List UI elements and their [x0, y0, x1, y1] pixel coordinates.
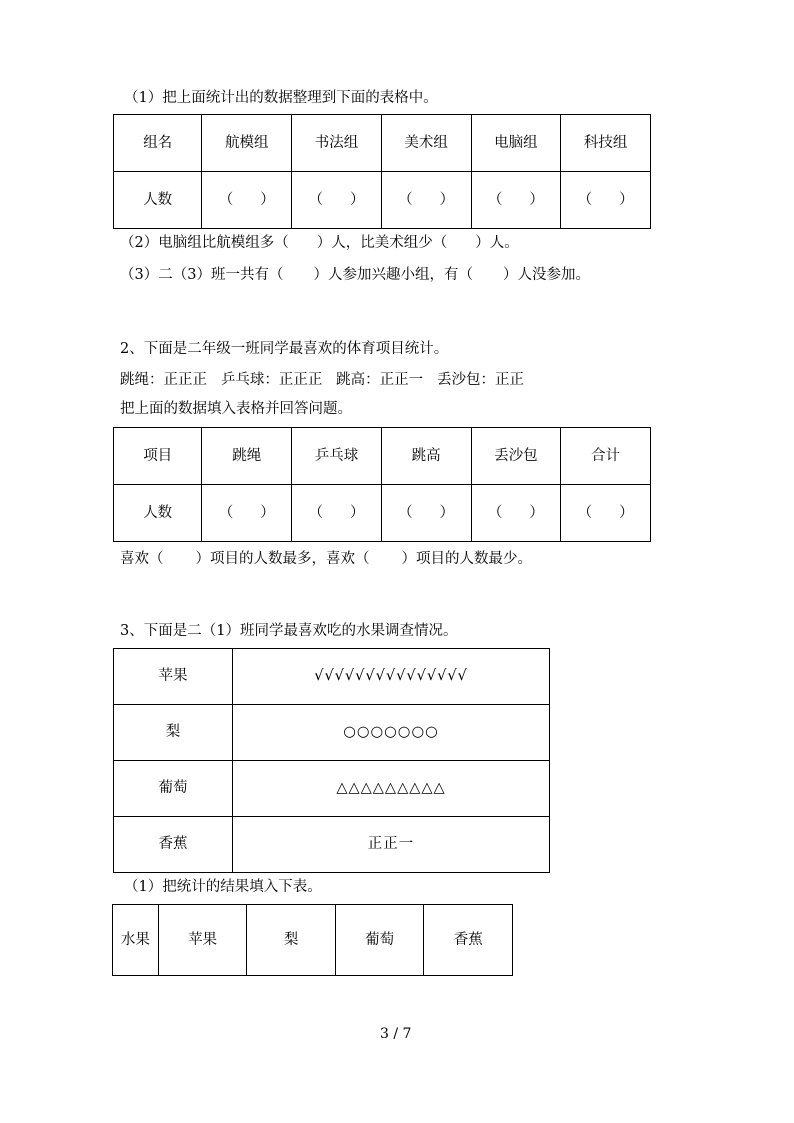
q1-count-blank[interactable]	[381, 172, 471, 229]
q1-sub3-part-b: ）人参加兴趣小组，有（	[313, 267, 473, 283]
q3-title: 3、下面是二（1）班同学最喜欢吃的水果调查情况。	[120, 623, 458, 639]
q3-result-fruit: 香蕉	[424, 905, 513, 976]
q1-table-group-name: 电脑组	[471, 115, 561, 172]
q2-question-part-c: ）项目的人数最少。	[401, 551, 532, 567]
q3-result-fruit: 梨	[247, 905, 336, 976]
q2-table-item-name: 跳绳	[202, 428, 292, 485]
q1-sub3-part-c: ）人没参加。	[502, 267, 590, 283]
q1-table-group-name: 航模组	[202, 115, 292, 172]
q1-sub2-part-c: ）人。	[475, 235, 519, 251]
q1-count-blank[interactable]	[561, 172, 651, 229]
q1-sub2-text	[120, 236, 519, 251]
paren-open: （	[308, 191, 323, 208]
paren-open: （	[487, 504, 503, 521]
q2-table-item-name: 丢沙包	[471, 428, 561, 485]
q1-group-table	[113, 114, 651, 229]
paren-open: （	[398, 191, 413, 208]
q2-table-header-count: 人数	[114, 485, 202, 542]
q3-tally-marks: √√√√√√√√√√√√√√√	[233, 649, 550, 705]
q1-sub2-part-a: （2）电脑组比航模组多（	[120, 235, 289, 251]
page-number: 3 / 7	[380, 1026, 412, 1042]
q3-sub1-text: （1）把统计的结果填入下表。	[124, 879, 322, 895]
q3-result-header: 水果	[113, 905, 159, 976]
q3-fruit-name: 梨	[114, 705, 233, 761]
q2-count-blank[interactable]	[202, 485, 292, 542]
q3-fruit-name: 葡萄	[114, 761, 233, 817]
q2-question	[120, 552, 532, 567]
paren-close: ）	[349, 504, 365, 521]
paren-open: （	[398, 504, 413, 521]
q2-count-blank[interactable]	[381, 485, 471, 542]
q1-table-group-name: 书法组	[292, 115, 382, 172]
q1-table-header-group: 组名	[114, 115, 202, 172]
q2-question-part-b: ）项目的人数最多，喜欢（	[195, 551, 370, 567]
q1-sub3-part-a: （3）二（3）班一共有（	[120, 267, 284, 283]
q1-sub2-part-b: ）人，比美术组少（	[316, 235, 448, 251]
q1-count-blank[interactable]	[292, 172, 382, 229]
paren-close: ）	[619, 191, 634, 208]
q2-table-item-name: 合计	[561, 428, 651, 485]
paren-open: （	[218, 191, 234, 208]
q2-question-part-a: 喜欢（	[120, 551, 164, 567]
q1-count-blank[interactable]	[471, 172, 561, 229]
q3-tally-marks: ○○○○○○○	[233, 705, 550, 761]
paren-close: ）	[260, 504, 275, 521]
q2-table-item-name: 跳高	[381, 428, 471, 485]
q2-instruction: 把上面的数据填入表格并回答问题。	[120, 401, 352, 417]
q1-table-header-count: 人数	[114, 172, 202, 229]
q2-tally-line: 跳绳：正正正 乒乓球：正正正 跳高：正正一 丢沙包：正正	[120, 372, 524, 388]
q2-table-item-name: 乒乓球	[292, 428, 382, 485]
paren-close: ）	[439, 191, 455, 208]
paren-close: ）	[529, 504, 544, 521]
q1-sub3-text	[120, 268, 590, 283]
q3-tally-marks: △△△△△△△△△	[233, 761, 550, 817]
q2-count-blank[interactable]	[292, 485, 382, 542]
paren-close: ）	[439, 504, 455, 521]
paren-open: （	[487, 191, 503, 208]
q2-title: 2、下面是二年级一班同学最喜欢的体育项目统计。	[120, 341, 449, 357]
paren-close: ）	[349, 191, 365, 208]
paren-close: ）	[529, 191, 544, 208]
q3-tally-marks: 正正一	[233, 817, 550, 873]
paren-close: ）	[260, 191, 275, 208]
paren-open: （	[577, 504, 593, 521]
q2-count-blank[interactable]	[471, 485, 561, 542]
paren-open: （	[577, 191, 593, 208]
q1-count-blank[interactable]	[202, 172, 292, 229]
q3-result-fruit: 苹果	[158, 905, 247, 976]
paren-close: ）	[619, 504, 634, 521]
q2-count-blank[interactable]	[561, 485, 651, 542]
q3-result-fruit: 葡萄	[335, 905, 424, 976]
q1-table-group-name: 美术组	[381, 115, 471, 172]
q2-sports-table	[113, 427, 651, 542]
paren-open: （	[308, 504, 323, 521]
q1-table-group-name: 科技组	[561, 115, 651, 172]
paren-open: （	[218, 504, 234, 521]
q1-sub1-text: （1）把上面统计出的数据整理到下面的表格中。	[124, 90, 438, 106]
q3-result-table	[112, 904, 513, 976]
q3-fruit-name: 苹果	[114, 649, 233, 705]
q2-table-header-item: 项目	[114, 428, 202, 485]
q3-survey-table	[113, 648, 550, 873]
q3-fruit-name: 香蕉	[114, 817, 233, 873]
